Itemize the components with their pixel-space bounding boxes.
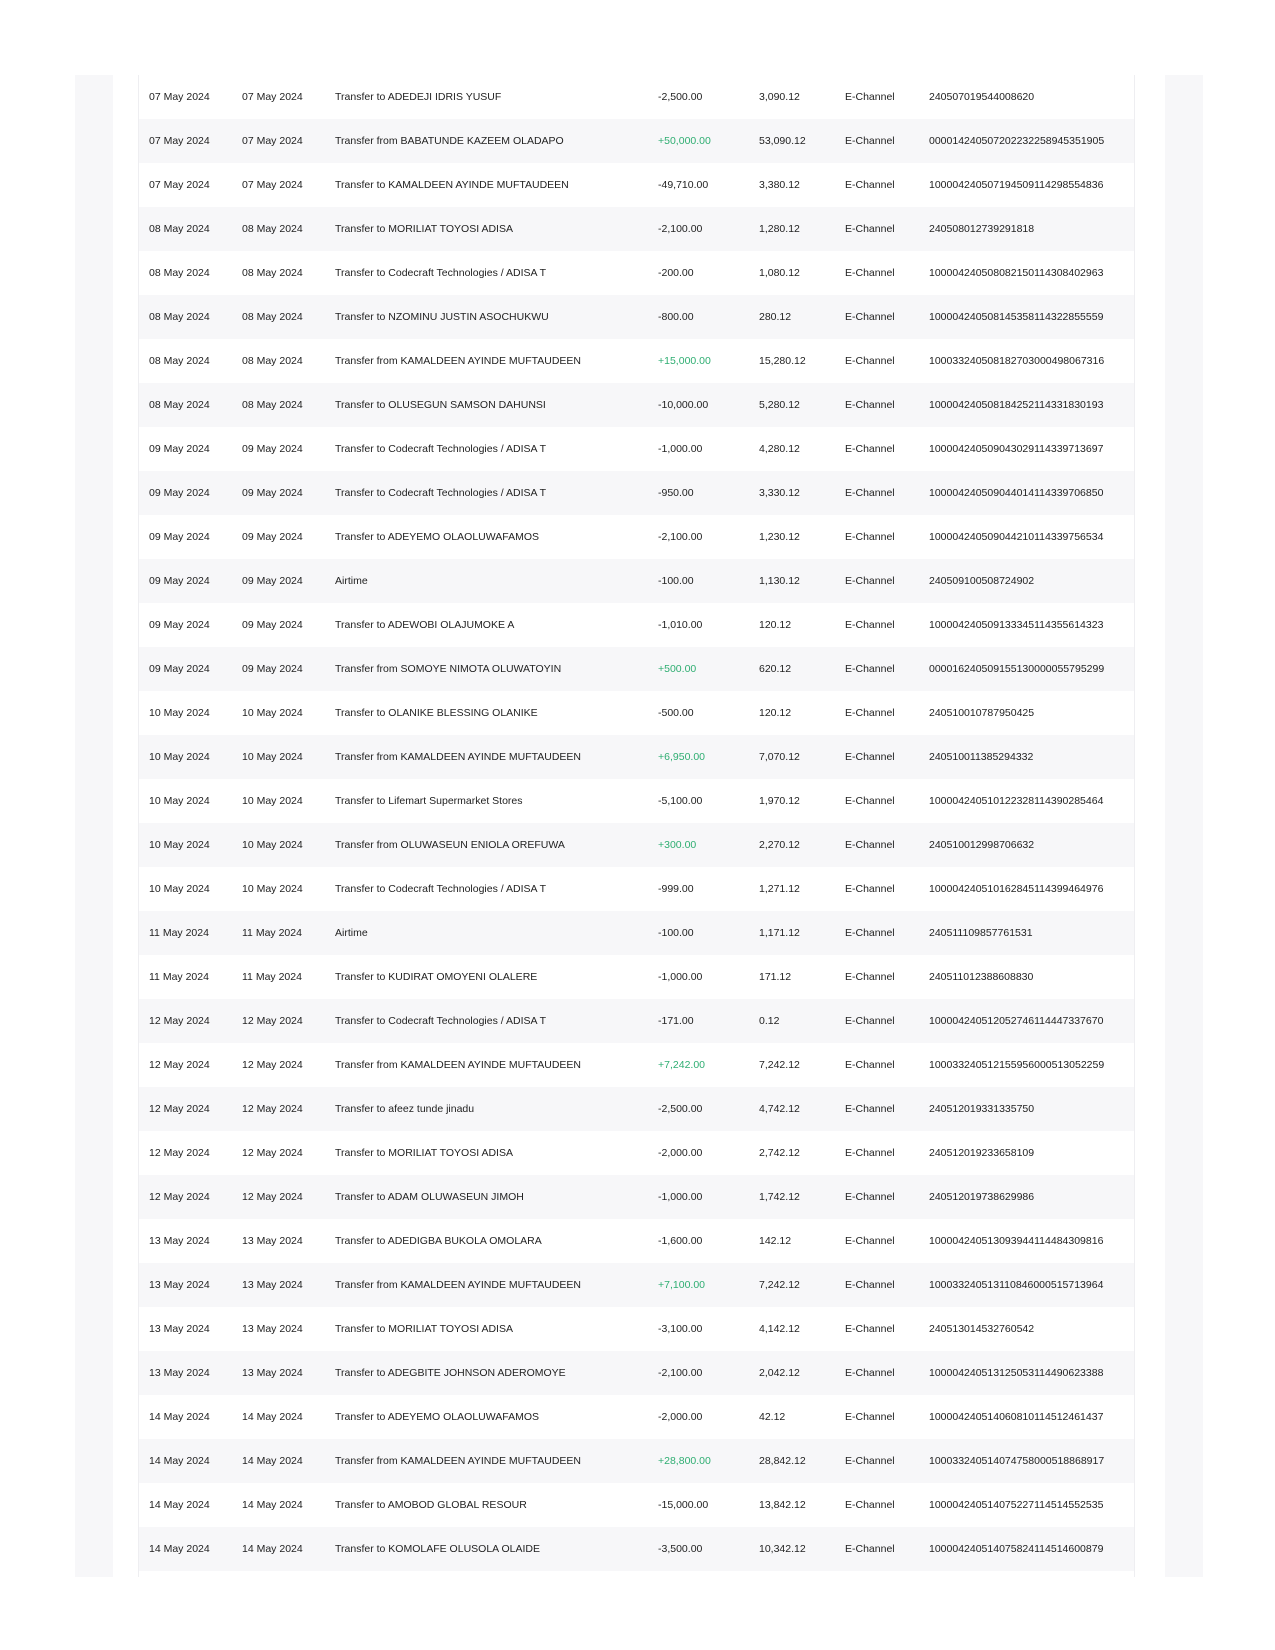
transaction-description: Transfer to ADEYEMO OLAOLUWAFAMOS	[335, 1411, 540, 1423]
value-date: 09 May 2024	[242, 619, 303, 631]
transaction-date: 11 May 2024	[149, 971, 209, 983]
transaction-reference: 100004240509044210114339756534	[929, 531, 1104, 543]
transaction-amount: -500.00	[658, 707, 694, 719]
transaction-reference: 100033240513110846000515713964	[929, 1279, 1104, 1291]
transaction-description: Transfer to Codecraft Technologies / ADISA T	[335, 487, 547, 499]
transaction-description: Transfer to AMOBOD GLOBAL RESOUR	[335, 1499, 527, 1511]
transaction-description: Transfer to KAMALDEEN AYINDE MUFTAUDEEN	[335, 179, 569, 191]
table-row	[139, 1131, 1134, 1175]
transaction-description: Transfer from SOMOYE NIMOTA OLUWATOYIN	[335, 663, 562, 675]
transaction-channel: E-Channel	[845, 1367, 895, 1379]
transaction-amount: -5,100.00	[658, 795, 703, 807]
value-date: 11 May 2024	[242, 927, 302, 939]
table-row	[139, 251, 1134, 295]
value-date: 07 May 2024	[242, 91, 303, 103]
running-balance: 7,070.12	[759, 751, 800, 763]
transaction-channel: E-Channel	[845, 1103, 895, 1115]
transaction-channel: E-Channel	[845, 1191, 895, 1203]
transaction-channel: E-Channel	[845, 1147, 895, 1159]
value-date: 12 May 2024	[242, 1059, 303, 1071]
transaction-reference: 100004240509044014114339706850	[929, 487, 1104, 499]
transaction-date: 07 May 2024	[149, 179, 210, 191]
table-row	[139, 1175, 1134, 1219]
transaction-date: 10 May 2024	[149, 751, 210, 763]
running-balance: 142.12	[759, 1235, 792, 1247]
table-row	[139, 779, 1134, 823]
running-balance: 1,970.12	[759, 795, 800, 807]
transaction-reference: 240512019331335750	[929, 1103, 1035, 1115]
table-row	[139, 1263, 1134, 1307]
running-balance: 7,242.12	[759, 1059, 800, 1071]
transaction-amount: +50,000.00	[658, 135, 711, 147]
transaction-date: 13 May 2024	[149, 1367, 210, 1379]
value-date: 09 May 2024	[242, 531, 303, 543]
transaction-reference: 100033240514074758000518868917	[929, 1455, 1105, 1467]
transaction-channel: E-Channel	[845, 223, 895, 235]
value-date: 10 May 2024	[242, 707, 303, 719]
value-date: 09 May 2024	[242, 575, 303, 587]
transaction-channel: E-Channel	[845, 1455, 895, 1467]
transaction-date: 10 May 2024	[149, 839, 210, 851]
transaction-channel: E-Channel	[845, 1279, 895, 1291]
running-balance: 2,270.12	[759, 839, 800, 851]
transaction-channel: E-Channel	[845, 1323, 895, 1335]
table-row	[139, 1527, 1134, 1571]
transaction-amount: -49,710.00	[658, 179, 709, 191]
running-balance: 1,130.12	[759, 575, 800, 587]
transaction-description: Transfer to KOMOLAFE OLUSOLA OLAIDE	[335, 1543, 541, 1555]
transaction-date: 14 May 2024	[149, 1455, 210, 1467]
transaction-channel: E-Channel	[845, 1235, 895, 1247]
transaction-channel: E-Channel	[845, 1015, 895, 1027]
transaction-date: 13 May 2024	[149, 1235, 210, 1247]
running-balance: 120.12	[759, 619, 792, 631]
value-date: 11 May 2024	[242, 971, 302, 983]
transaction-amount: +15,000.00	[658, 355, 711, 367]
transaction-reference: 100033240512155956000513052259	[929, 1059, 1105, 1071]
transaction-description: Transfer to ADEDIGBA BUKOLA OMOLARA	[335, 1235, 542, 1247]
transaction-amount: +28,800.00	[658, 1455, 711, 1467]
transaction-reference: 100004240509133345114355614323	[929, 619, 1104, 631]
transaction-reference: 240511012388608830	[929, 971, 1034, 983]
transaction-description: Transfer to ADEDEJI IDRIS YUSUF	[335, 91, 502, 103]
transaction-amount: -2,500.00	[658, 1103, 703, 1115]
transaction-amount: -1,000.00	[658, 971, 703, 983]
transaction-amount: +500.00	[658, 663, 697, 675]
transaction-description: Transfer from BABATUNDE KAZEEM OLADAPO	[335, 135, 564, 147]
transaction-channel: E-Channel	[845, 927, 895, 939]
value-date: 08 May 2024	[242, 311, 303, 323]
running-balance: 280.12	[759, 311, 792, 323]
transaction-reference: 000016240509155130000055795299	[929, 663, 1105, 675]
running-balance: 28,842.12	[759, 1455, 806, 1467]
value-date: 08 May 2024	[242, 267, 303, 279]
running-balance: 1,271.12	[759, 883, 800, 895]
transaction-amount: -3,100.00	[658, 1323, 703, 1335]
transaction-channel: E-Channel	[845, 487, 895, 499]
transaction-amount: -999.00	[658, 883, 694, 895]
transaction-description: Transfer from KAMALDEEN AYINDE MUFTAUDEEN	[335, 1455, 582, 1467]
value-date: 12 May 2024	[242, 1191, 303, 1203]
right-margin-band	[1165, 75, 1203, 1577]
transaction-description: Transfer to KUDIRAT OMOYENI OLALERE	[335, 971, 538, 983]
table-row	[139, 515, 1134, 559]
transaction-description: Transfer to ADEGBITE JOHNSON ADEROMOYE	[335, 1367, 566, 1379]
table-row	[139, 1483, 1134, 1527]
running-balance: 0.12	[759, 1015, 780, 1027]
running-balance: 620.12	[759, 663, 792, 675]
transaction-description: Transfer to ADEYEMO OLAOLUWAFAMOS	[335, 531, 540, 543]
running-balance: 2,742.12	[759, 1147, 800, 1159]
transaction-channel: E-Channel	[845, 399, 895, 411]
table-row	[139, 1087, 1134, 1131]
table-row	[139, 867, 1134, 911]
transaction-amount: +7,242.00	[658, 1059, 706, 1071]
running-balance: 4,742.12	[759, 1103, 800, 1115]
running-balance: 1,171.12	[759, 927, 800, 939]
transaction-table	[139, 75, 1134, 1571]
transaction-reference: 100033240508182703000498067316	[929, 355, 1105, 367]
transaction-reference: 100004240509043029114339713697	[929, 443, 1104, 455]
transaction-description: Transfer to NZOMINU JUSTIN ASOCHUKWU	[335, 311, 549, 323]
value-date: 07 May 2024	[242, 179, 303, 191]
transaction-description: Transfer to afeez tunde jinadu	[335, 1103, 475, 1115]
transaction-description: Transfer to Codecraft Technologies / ADISA T	[335, 883, 547, 895]
transaction-channel: E-Channel	[845, 443, 895, 455]
transaction-reference: 240508012739291818	[929, 223, 1035, 235]
running-balance: 10,342.12	[759, 1543, 806, 1555]
table-row	[139, 295, 1134, 339]
transaction-amount: -1,000.00	[658, 443, 703, 455]
transaction-amount: -15,000.00	[658, 1499, 709, 1511]
transaction-reference: 100004240514075227114514552535	[929, 1499, 1104, 1511]
transaction-channel: E-Channel	[845, 179, 895, 191]
running-balance: 3,090.12	[759, 91, 800, 103]
transaction-date: 07 May 2024	[149, 91, 210, 103]
transaction-channel: E-Channel	[845, 839, 895, 851]
table-row	[139, 427, 1134, 471]
transaction-channel: E-Channel	[845, 267, 895, 279]
transaction-channel: E-Channel	[845, 575, 895, 587]
running-balance: 4,142.12	[759, 1323, 800, 1335]
transaction-description: Transfer to Lifemart Supermarket Stores	[335, 795, 523, 807]
table-row	[139, 1395, 1134, 1439]
transaction-date: 08 May 2024	[149, 267, 210, 279]
transaction-date: 12 May 2024	[149, 1015, 210, 1027]
value-date: 13 May 2024	[242, 1279, 303, 1291]
running-balance: 3,330.12	[759, 487, 800, 499]
left-margin-band	[75, 75, 113, 1577]
transaction-description: Transfer from KAMALDEEN AYINDE MUFTAUDEEN	[335, 355, 582, 367]
transaction-date: 14 May 2024	[149, 1411, 210, 1423]
transaction-date: 08 May 2024	[149, 223, 210, 235]
table-row	[139, 119, 1134, 163]
value-date: 14 May 2024	[242, 1499, 303, 1511]
transaction-description: Airtime	[335, 927, 368, 939]
transaction-channel: E-Channel	[845, 1543, 895, 1555]
transaction-reference: 100004240507194509114298554836	[929, 179, 1104, 191]
transaction-description: Transfer to MORILIAT TOYOSI ADISA	[335, 1323, 513, 1335]
transaction-amount: -171.00	[658, 1015, 694, 1027]
table-row	[139, 559, 1134, 603]
transaction-reference: 100004240510162845114399464976	[929, 883, 1104, 895]
table-row	[139, 1307, 1134, 1351]
value-date: 10 May 2024	[242, 839, 303, 851]
transaction-description: Transfer to ADEWOBI OLAJUMOKE A	[335, 619, 515, 631]
transaction-amount: -1,600.00	[658, 1235, 703, 1247]
table-row	[139, 163, 1134, 207]
transaction-amount: -950.00	[658, 487, 694, 499]
transaction-date: 13 May 2024	[149, 1323, 210, 1335]
value-date: 09 May 2024	[242, 663, 303, 675]
transaction-amount: +300.00	[658, 839, 697, 851]
value-date: 09 May 2024	[242, 487, 303, 499]
transaction-date: 07 May 2024	[149, 135, 210, 147]
transaction-reference: 000014240507202232258945351905	[929, 135, 1105, 147]
running-balance: 13,842.12	[759, 1499, 806, 1511]
table-row	[139, 823, 1134, 867]
transaction-amount: -800.00	[658, 311, 694, 323]
value-date: 12 May 2024	[242, 1015, 303, 1027]
transaction-amount: -2,000.00	[658, 1411, 703, 1423]
running-balance: 120.12	[759, 707, 792, 719]
running-balance: 1,742.12	[759, 1191, 800, 1203]
transaction-date: 09 May 2024	[149, 663, 210, 675]
transaction-amount: +6,950.00	[658, 751, 706, 763]
value-date: 12 May 2024	[242, 1103, 303, 1115]
transaction-channel: E-Channel	[845, 91, 895, 103]
transaction-description: Transfer to ADAM OLUWASEUN JIMOH	[335, 1191, 524, 1203]
transaction-amount: -100.00	[658, 575, 694, 587]
running-balance: 5,280.12	[759, 399, 800, 411]
transaction-date: 10 May 2024	[149, 707, 210, 719]
table-row	[139, 207, 1134, 251]
table-row	[139, 647, 1134, 691]
transaction-date: 12 May 2024	[149, 1147, 210, 1159]
transaction-amount: -2,100.00	[658, 1367, 703, 1379]
transaction-description: Transfer from KAMALDEEN AYINDE MUFTAUDEEN	[335, 1279, 582, 1291]
table-row	[139, 691, 1134, 735]
transaction-channel: E-Channel	[845, 619, 895, 631]
transaction-reference: 240511109857761531	[929, 927, 1033, 939]
transaction-reference: 100004240514060810114512461437	[929, 1411, 1104, 1423]
transaction-reference: 100004240510122328114390285464	[929, 795, 1104, 807]
running-balance: 2,042.12	[759, 1367, 800, 1379]
transaction-date: 10 May 2024	[149, 795, 210, 807]
running-balance: 15,280.12	[759, 355, 806, 367]
transaction-reference: 240507019544008620	[929, 91, 1035, 103]
running-balance: 42.12	[759, 1411, 786, 1423]
transaction-reference: 240512019233658109	[929, 1147, 1035, 1159]
transaction-description: Transfer to Codecraft Technologies / ADISA T	[335, 267, 547, 279]
transaction-date: 09 May 2024	[149, 619, 210, 631]
table-row	[139, 735, 1134, 779]
transaction-date: 09 May 2024	[149, 487, 210, 499]
value-date: 08 May 2024	[242, 399, 303, 411]
value-date: 14 May 2024	[242, 1455, 303, 1467]
transaction-reference: 240510011385294332	[929, 751, 1034, 763]
transaction-channel: E-Channel	[845, 751, 895, 763]
value-date: 09 May 2024	[242, 443, 303, 455]
transaction-channel: E-Channel	[845, 1059, 895, 1071]
value-date: 14 May 2024	[242, 1411, 303, 1423]
transaction-amount: -2,500.00	[658, 91, 703, 103]
table-row	[139, 1043, 1134, 1087]
transaction-date: 08 May 2024	[149, 355, 210, 367]
transaction-reference: 240513014532760542	[929, 1323, 1035, 1335]
transaction-reference: 240509100508724902	[929, 575, 1035, 587]
table-row	[139, 383, 1134, 427]
value-date: 10 May 2024	[242, 795, 303, 807]
table-row	[139, 603, 1134, 647]
transaction-date: 09 May 2024	[149, 443, 210, 455]
transaction-description: Transfer to Codecraft Technologies / ADISA T	[335, 443, 547, 455]
transaction-date: 12 May 2024	[149, 1059, 210, 1071]
table-row	[139, 1439, 1134, 1483]
transaction-date: 13 May 2024	[149, 1279, 210, 1291]
transaction-channel: E-Channel	[845, 135, 895, 147]
running-balance: 53,090.12	[759, 135, 806, 147]
transaction-channel: E-Channel	[845, 355, 895, 367]
transaction-amount: -1,010.00	[658, 619, 703, 631]
value-date: 07 May 2024	[242, 135, 303, 147]
transaction-reference: 100004240508082150114308402963	[929, 267, 1104, 279]
value-date: 08 May 2024	[242, 223, 303, 235]
table-row	[139, 75, 1134, 119]
transaction-description: Transfer from KAMALDEEN AYINDE MUFTAUDEEN	[335, 1059, 582, 1071]
transaction-description: Transfer to OLUSEGUN SAMSON DAHUNSI	[335, 399, 546, 411]
transaction-channel: E-Channel	[845, 663, 895, 675]
running-balance: 1,230.12	[759, 531, 800, 543]
table-row	[139, 999, 1134, 1043]
transaction-channel: E-Channel	[845, 1499, 895, 1511]
value-date: 13 May 2024	[242, 1235, 303, 1247]
table-row	[139, 339, 1134, 383]
transaction-date: 08 May 2024	[149, 311, 210, 323]
running-balance: 7,242.12	[759, 1279, 800, 1291]
transaction-reference: 240512019738629986	[929, 1191, 1035, 1203]
transaction-amount: +7,100.00	[658, 1279, 706, 1291]
transaction-description: Transfer from OLUWASEUN ENIOLA OREFUWA	[335, 839, 565, 851]
transaction-reference: 240510012998706632	[929, 839, 1035, 851]
transaction-amount: -100.00	[658, 927, 694, 939]
transaction-amount: -2,100.00	[658, 531, 703, 543]
table-row	[139, 471, 1134, 515]
table-row	[139, 955, 1134, 999]
running-balance: 4,280.12	[759, 443, 800, 455]
running-balance: 1,080.12	[759, 267, 800, 279]
transaction-date: 10 May 2024	[149, 883, 210, 895]
transaction-amount: -10,000.00	[658, 399, 709, 411]
transaction-channel: E-Channel	[845, 1411, 895, 1423]
transaction-amount: -2,000.00	[658, 1147, 703, 1159]
transaction-amount: -2,100.00	[658, 223, 703, 235]
value-date: 13 May 2024	[242, 1367, 303, 1379]
transaction-date: 12 May 2024	[149, 1103, 210, 1115]
table-row	[139, 1219, 1134, 1263]
transaction-description: Transfer from KAMALDEEN AYINDE MUFTAUDEEN	[335, 751, 582, 763]
transaction-channel: E-Channel	[845, 707, 895, 719]
transaction-date: 09 May 2024	[149, 575, 210, 587]
value-date: 14 May 2024	[242, 1543, 303, 1555]
transaction-reference: 240510010787950425	[929, 707, 1035, 719]
value-date: 13 May 2024	[242, 1323, 303, 1335]
transaction-channel: E-Channel	[845, 311, 895, 323]
transaction-amount: -3,500.00	[658, 1543, 703, 1555]
value-date: 10 May 2024	[242, 883, 303, 895]
transaction-channel: E-Channel	[845, 971, 895, 983]
transaction-amount: -1,000.00	[658, 1191, 703, 1203]
transaction-description: Transfer to Codecraft Technologies / ADISA T	[335, 1015, 547, 1027]
transaction-channel: E-Channel	[845, 531, 895, 543]
transaction-reference: 100004240508145358114322855559	[929, 311, 1104, 323]
transaction-description: Transfer to MORILIAT TOYOSI ADISA	[335, 1147, 513, 1159]
running-balance: 171.12	[759, 971, 792, 983]
running-balance: 3,380.12	[759, 179, 800, 191]
transaction-description: Transfer to MORILIAT TOYOSI ADISA	[335, 223, 513, 235]
transaction-description: Airtime	[335, 575, 368, 587]
transaction-date: 14 May 2024	[149, 1499, 210, 1511]
transaction-reference: 100004240514075824114514600879	[929, 1543, 1104, 1555]
statement-page	[138, 75, 1135, 1577]
transaction-date: 11 May 2024	[149, 927, 209, 939]
transaction-reference: 100004240513093944114484309816	[929, 1235, 1104, 1247]
transaction-reference: 100004240512052746114447337670	[929, 1015, 1104, 1027]
transaction-description: Transfer to OLANIKE BLESSING OLANIKE	[335, 707, 538, 719]
transaction-channel: E-Channel	[845, 795, 895, 807]
value-date: 12 May 2024	[242, 1147, 303, 1159]
running-balance: 1,280.12	[759, 223, 800, 235]
transaction-channel: E-Channel	[845, 883, 895, 895]
table-row	[139, 911, 1134, 955]
transaction-date: 09 May 2024	[149, 531, 210, 543]
transaction-reference: 100004240508184252114331830193	[929, 399, 1104, 411]
transaction-date: 14 May 2024	[149, 1543, 210, 1555]
transaction-amount: -200.00	[658, 267, 694, 279]
transaction-date: 12 May 2024	[149, 1191, 210, 1203]
value-date: 10 May 2024	[242, 751, 303, 763]
value-date: 08 May 2024	[242, 355, 303, 367]
transaction-date: 08 May 2024	[149, 399, 210, 411]
table-row	[139, 1351, 1134, 1395]
transaction-reference: 100004240513125053114490623388	[929, 1367, 1104, 1379]
